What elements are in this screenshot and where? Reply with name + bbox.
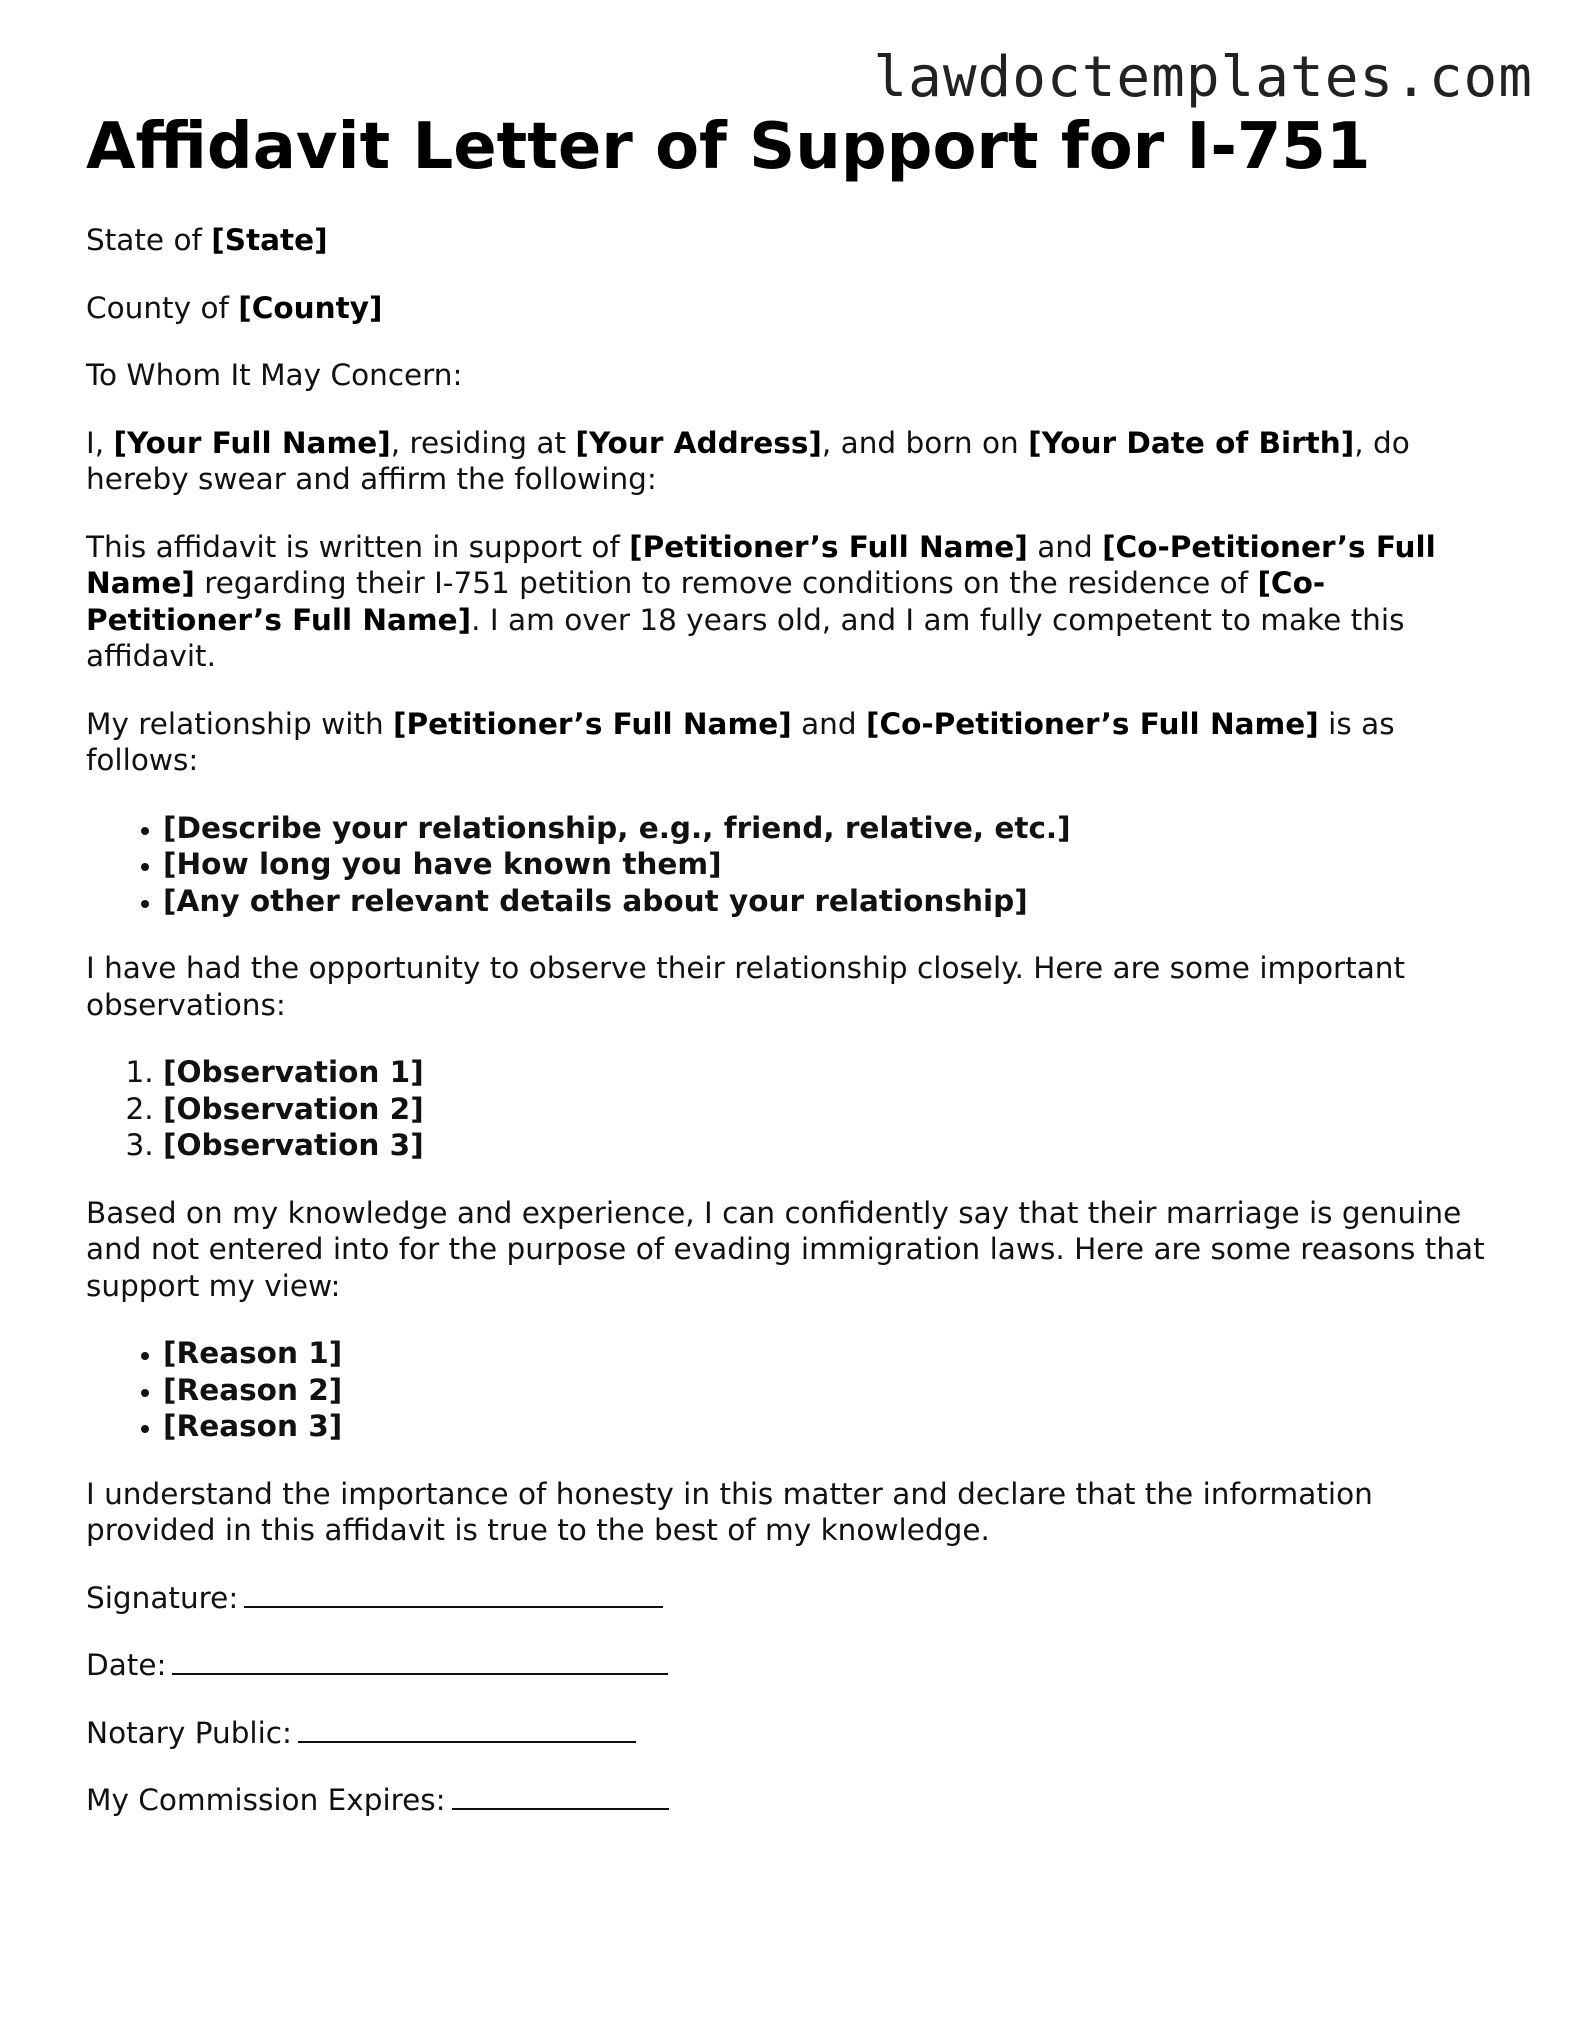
signature-label: Signature: (86, 1580, 239, 1615)
petitioner-placeholder: [Petitioner’s Full Name] (393, 706, 792, 741)
signature-line[interactable] (244, 1580, 663, 1608)
declaration: I understand the importance of honesty in this matter and declare that the information provided in this affidavit is true to the best of my knowledge. (86, 1476, 1373, 1547)
notary-field[interactable] (86, 1715, 1496, 1752)
reasons-list (86, 1335, 1496, 1445)
petitioner-placeholder: [Petitioner’s Full Name] (629, 529, 1028, 564)
your-dob-placeholder: [Your Date of Birth] (1028, 425, 1355, 460)
date-line[interactable] (172, 1647, 668, 1675)
list-item: • [Reason 2] (163, 1372, 1496, 1409)
list-item: • [Describe your relationship, e.g., friend, relative, etc.] (163, 810, 1496, 847)
signature-field[interactable] (86, 1580, 1496, 1617)
observations-list (86, 1054, 1496, 1164)
your-name-placeholder: [Your Full Name] (113, 425, 391, 460)
list-item: 3. [Observation 3] (163, 1127, 1496, 1164)
copetitioner-placeholder: [Co-Petitioner’s Full Name] (865, 706, 1319, 741)
list-item: 2. [Observation 2] (163, 1091, 1496, 1128)
commission-field[interactable] (86, 1782, 1496, 1819)
date-label: Date: (86, 1648, 167, 1682)
your-address-placeholder: [Your Address] (575, 425, 822, 460)
county-line: County of [County] (86, 290, 383, 325)
support-paragraph: This affidavit is written in support of [Petitioner’s Full Name] and [Co-Petitioner’s Full Name] regarding their I-751 petition to remove conditions on the residence of [Co-Petitioner’s Full Name]. I am over 18 years old, and I am fully competent to make this affidavit. (86, 529, 1436, 673)
relationship-paragraph: My relationship with [Petitioner’s Full Name] and [Co-Petitioner’s Full Name] is as follows: (86, 706, 1395, 777)
state-line: State of [State] (86, 223, 328, 257)
list-item: • [Any other relevant details about your relationship] (163, 883, 1496, 920)
list-item: 1. [Observation 1] (163, 1054, 1496, 1091)
commission-line[interactable] (452, 1782, 669, 1810)
list-item: • [How long you have known them] (163, 846, 1496, 883)
date-field[interactable] (86, 1647, 1496, 1684)
notary-label: Notary Public: (86, 1715, 292, 1750)
copetitioner-placeholder: [Co-Petitioner’s Full Name] (86, 529, 1436, 600)
commission-label: My Commission Expires: (86, 1783, 446, 1817)
list-item: • [Reason 1] (163, 1335, 1496, 1372)
reasons-intro: Based on my knowledge and experience, I can confidently say that their marriage is genuine and not entered into for the purpose of evading immigration laws. Here are some reasons that support my view: (86, 1195, 1485, 1303)
relationship-list (86, 810, 1496, 920)
list-item: • [Reason 3] (163, 1408, 1496, 1445)
site-watermark: lawdoctemplates.com (873, 45, 1533, 110)
document-body (86, 222, 1496, 1850)
observations-intro: I have had the opportunity to observe their relationship closely. Here are some important observations: (86, 951, 1406, 1022)
document-title: Affidavit Letter of Support for I-751 (86, 110, 1371, 184)
county-placeholder: [County] (238, 290, 383, 325)
salutation: To Whom It May Concern: (86, 358, 463, 392)
state-placeholder: [State] (211, 223, 328, 257)
notary-line[interactable] (298, 1715, 636, 1743)
copetitioner-placeholder: [Co-Petitioner’s Full Name] (86, 566, 1326, 637)
intro-paragraph: I, [Your Full Name], residing at [Your Address], and born on [Your Date of Birth], do hereby swear and affirm the following: (86, 425, 1410, 496)
